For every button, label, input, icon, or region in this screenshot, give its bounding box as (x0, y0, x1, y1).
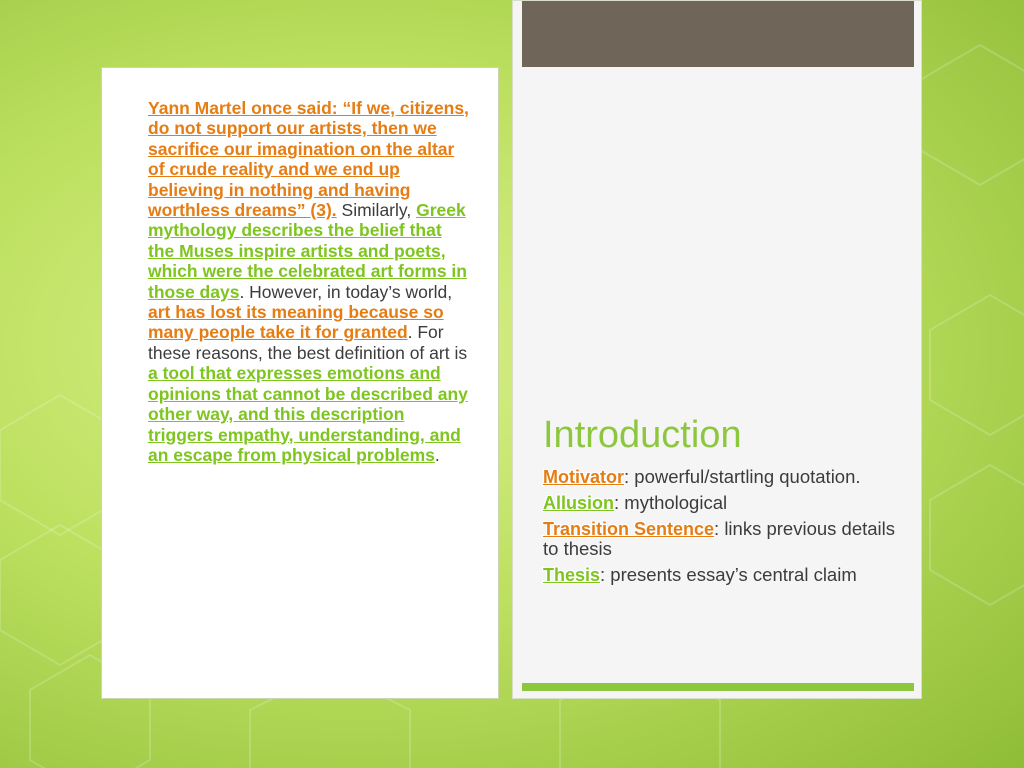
paragraph-text: . (434, 444, 440, 465)
term-item (543, 467, 903, 487)
highlighted-phrase: art has lost its meaning because so many people take it for granted (148, 302, 444, 343)
paragraph-text: . For these reasons, the best definition of art is (148, 322, 468, 363)
highlighted-phrase: a tool that expresses emotions and opinions that cannot be described any other way, and this description triggers empathy, understanding, and an escape from physical problems (148, 363, 468, 465)
term-description: : powerful/startling quotation. (624, 466, 861, 487)
term-label: Transition Sentence (543, 519, 715, 539)
term-description: : links previous details to thesis (543, 518, 896, 559)
paragraph-text: . However, in today’s world, (239, 281, 453, 302)
term-label: Thesis (543, 565, 601, 585)
term-description: : presents essay’s central claim (600, 564, 857, 585)
bottom-accent-bar (522, 683, 914, 691)
term-item (543, 565, 903, 585)
slide-title: Introduction (543, 414, 742, 456)
term-label: Allusion (543, 493, 614, 513)
term-label: Motivator (543, 467, 624, 487)
term-description: : mythological (614, 492, 728, 513)
body-paragraph-card (101, 67, 499, 699)
term-list (543, 467, 903, 591)
term-item (543, 519, 903, 559)
term-item (543, 493, 903, 513)
highlighted-phrase: Yann Martel once said: “If we, citizens, do not support our artists, then we sacrifice our imagination on the altar of crude reality and we end up believing in nothing and having worthless dreams” (3). (148, 98, 469, 221)
body-paragraph (148, 98, 472, 465)
top-accent-bar (522, 1, 914, 67)
title-card (512, 0, 922, 699)
highlighted-phrase: Greek mythology describes the belief that the Muses inspire artists and poets, which were the celebrated art forms in those days (148, 200, 467, 302)
paragraph-text: Similarly, (336, 200, 417, 221)
